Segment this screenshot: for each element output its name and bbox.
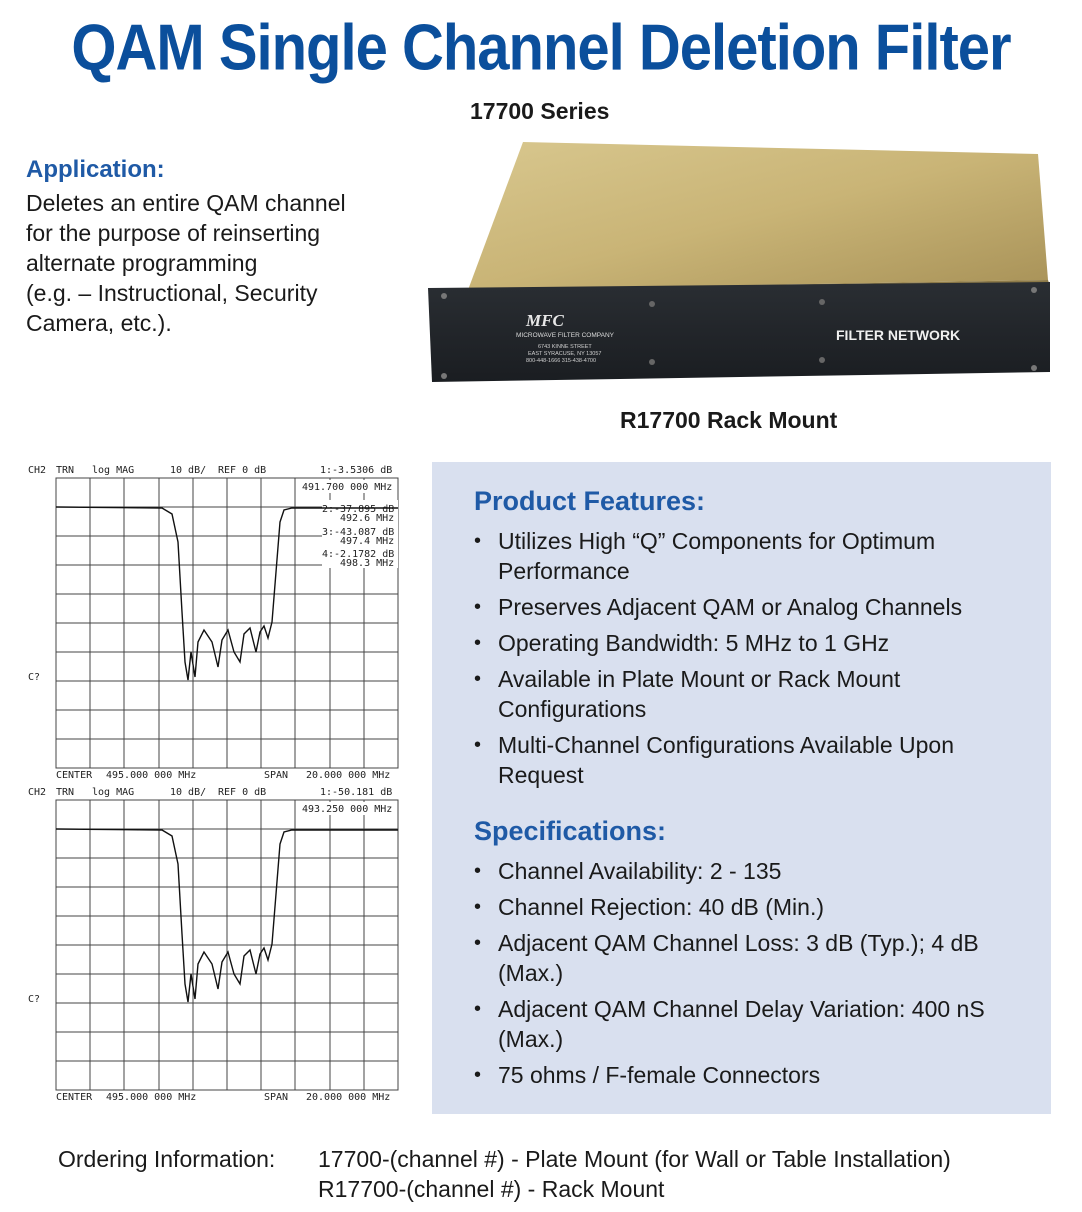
panel-screw (1031, 287, 1037, 293)
plot-footer: CENTER (56, 770, 93, 780)
panel-screw (649, 301, 655, 307)
product-photo (428, 140, 1054, 394)
feature-item: • Utilizes High “Q” Components for Optimum Performance (472, 526, 1032, 586)
company-address: 6743 KINNE STREET (538, 344, 592, 350)
feature-item: • Preserves Adjacent QAM or Analog Channels (472, 592, 1032, 622)
enclosure-lid (468, 142, 1048, 290)
series-label: 17700 Series (470, 98, 610, 124)
plot-footer: 20.000 000 MHz (306, 1092, 391, 1102)
ordering-rack-mount: R17700-(channel #) - Rack Mount (318, 1176, 665, 1202)
plot-footer: 20.000 000 MHz (306, 770, 391, 780)
page-title: QAM Single Channel Deletion Filter (71, 11, 1011, 84)
plot-header: 1:-3.5306 dB (320, 465, 393, 476)
plot-header: log MAG (92, 465, 135, 476)
panel-screw (649, 359, 655, 365)
plot-header: 10 dB/ (170, 787, 207, 798)
plot-marker: 4:-2.1782 dB (322, 549, 395, 560)
plot-marker-freq: 491.700 000 MHz (302, 482, 393, 493)
plot-1-svg (22, 462, 410, 780)
company-address: 800-448-1666 315-438-4700 (526, 358, 597, 364)
application-section (26, 156, 406, 338)
plot-side-label: C? (28, 994, 41, 1005)
panel-screw (441, 373, 447, 379)
plot-header: REF 0 dB (218, 465, 267, 476)
plot-marker-freq: 493.250 000 MHz (302, 804, 393, 815)
response-plot-1 (22, 462, 410, 780)
application-body (26, 188, 406, 338)
plot-header: TRN (56, 787, 75, 798)
specifications-heading: Specifications: (474, 816, 667, 846)
spec-item: • Channel Rejection: 40 dB (Min.) (472, 892, 1032, 922)
plot-marker: 498.3 MHz (340, 558, 395, 569)
brand-logo: MFC (526, 311, 564, 330)
plot-header: CH2 (28, 787, 47, 798)
application-line: Camera, etc.). (26, 310, 172, 336)
application-line: for the purpose of reinserting (26, 220, 321, 246)
ordering-label: Ordering Information: (58, 1146, 276, 1172)
photo-caption: R17700 Rack Mount (620, 407, 838, 433)
feature-item: • Multi-Channel Configurations Available Upon Request (472, 730, 1032, 790)
spec-item: • Channel Availability: 2 - 135 (472, 856, 1032, 886)
spec-item: • Adjacent QAM Channel Delay Variation: 400 nS (Max.) (472, 994, 1032, 1054)
plot-footer: CENTER (56, 1092, 93, 1102)
plot-grid (56, 800, 398, 1090)
ordering-plate-mount: 17700-(channel #) - Plate Mount (for Wall or Table Installation) (318, 1146, 951, 1172)
spec-item: • 75 ohms / F-female Connectors (472, 1060, 1032, 1090)
application-heading: Application: (26, 156, 165, 183)
plot-header: log MAG (92, 787, 135, 798)
company-name: MICROWAVE FILTER COMPANY (516, 332, 614, 339)
spec-item: • Adjacent QAM Channel Loss: 3 dB (Typ.); 4 dB (Max.) (472, 928, 1032, 988)
plot-header: TRN (56, 465, 75, 476)
panel-screw (819, 299, 825, 305)
plot-footer: 495.000 000 MHz (106, 1092, 197, 1102)
feature-item: • Operating Bandwidth: 5 MHz to 1 GHz (472, 628, 1032, 658)
plot-marker: 3:-43.087 dB (322, 527, 395, 538)
plot-side-label: C? (28, 672, 41, 683)
plot-footer: SPAN (264, 770, 289, 780)
response-plot-2 (22, 784, 410, 1102)
application-line: Deletes an entire QAM channel (26, 190, 346, 216)
company-address: EAST SYRACUSE, NY 13057 (528, 351, 602, 357)
application-line: alternate programming (26, 250, 258, 276)
features-list (472, 526, 1032, 796)
plot-header: 10 dB/ (170, 465, 207, 476)
panel-label: FILTER NETWORK (836, 327, 961, 343)
features-panel (432, 462, 1051, 1114)
plot-marker: 497.4 MHz (340, 536, 395, 547)
plot-marker: 2:-37.895 dB (322, 504, 395, 515)
panel-screw (441, 293, 447, 299)
application-line: (e.g. – Instructional, Security (26, 280, 318, 306)
plot-header: REF 0 dB (218, 787, 267, 798)
panel-screw (1031, 365, 1037, 371)
plot-marker: 492.6 MHz (340, 513, 395, 524)
rack-mount-image (428, 140, 1054, 394)
plot-2-svg (22, 784, 410, 1102)
plot-header: 1:-50.181 dB (320, 787, 393, 798)
panel-screw (819, 357, 825, 363)
plot-footer: 495.000 000 MHz (106, 770, 197, 780)
specifications-list (472, 856, 1032, 1096)
plot-header: CH2 (28, 465, 47, 476)
features-heading: Product Features: (474, 486, 706, 516)
plot-footer: SPAN (264, 1092, 289, 1102)
feature-item: • Available in Plate Mount or Rack Mount Configurations (472, 664, 1032, 724)
